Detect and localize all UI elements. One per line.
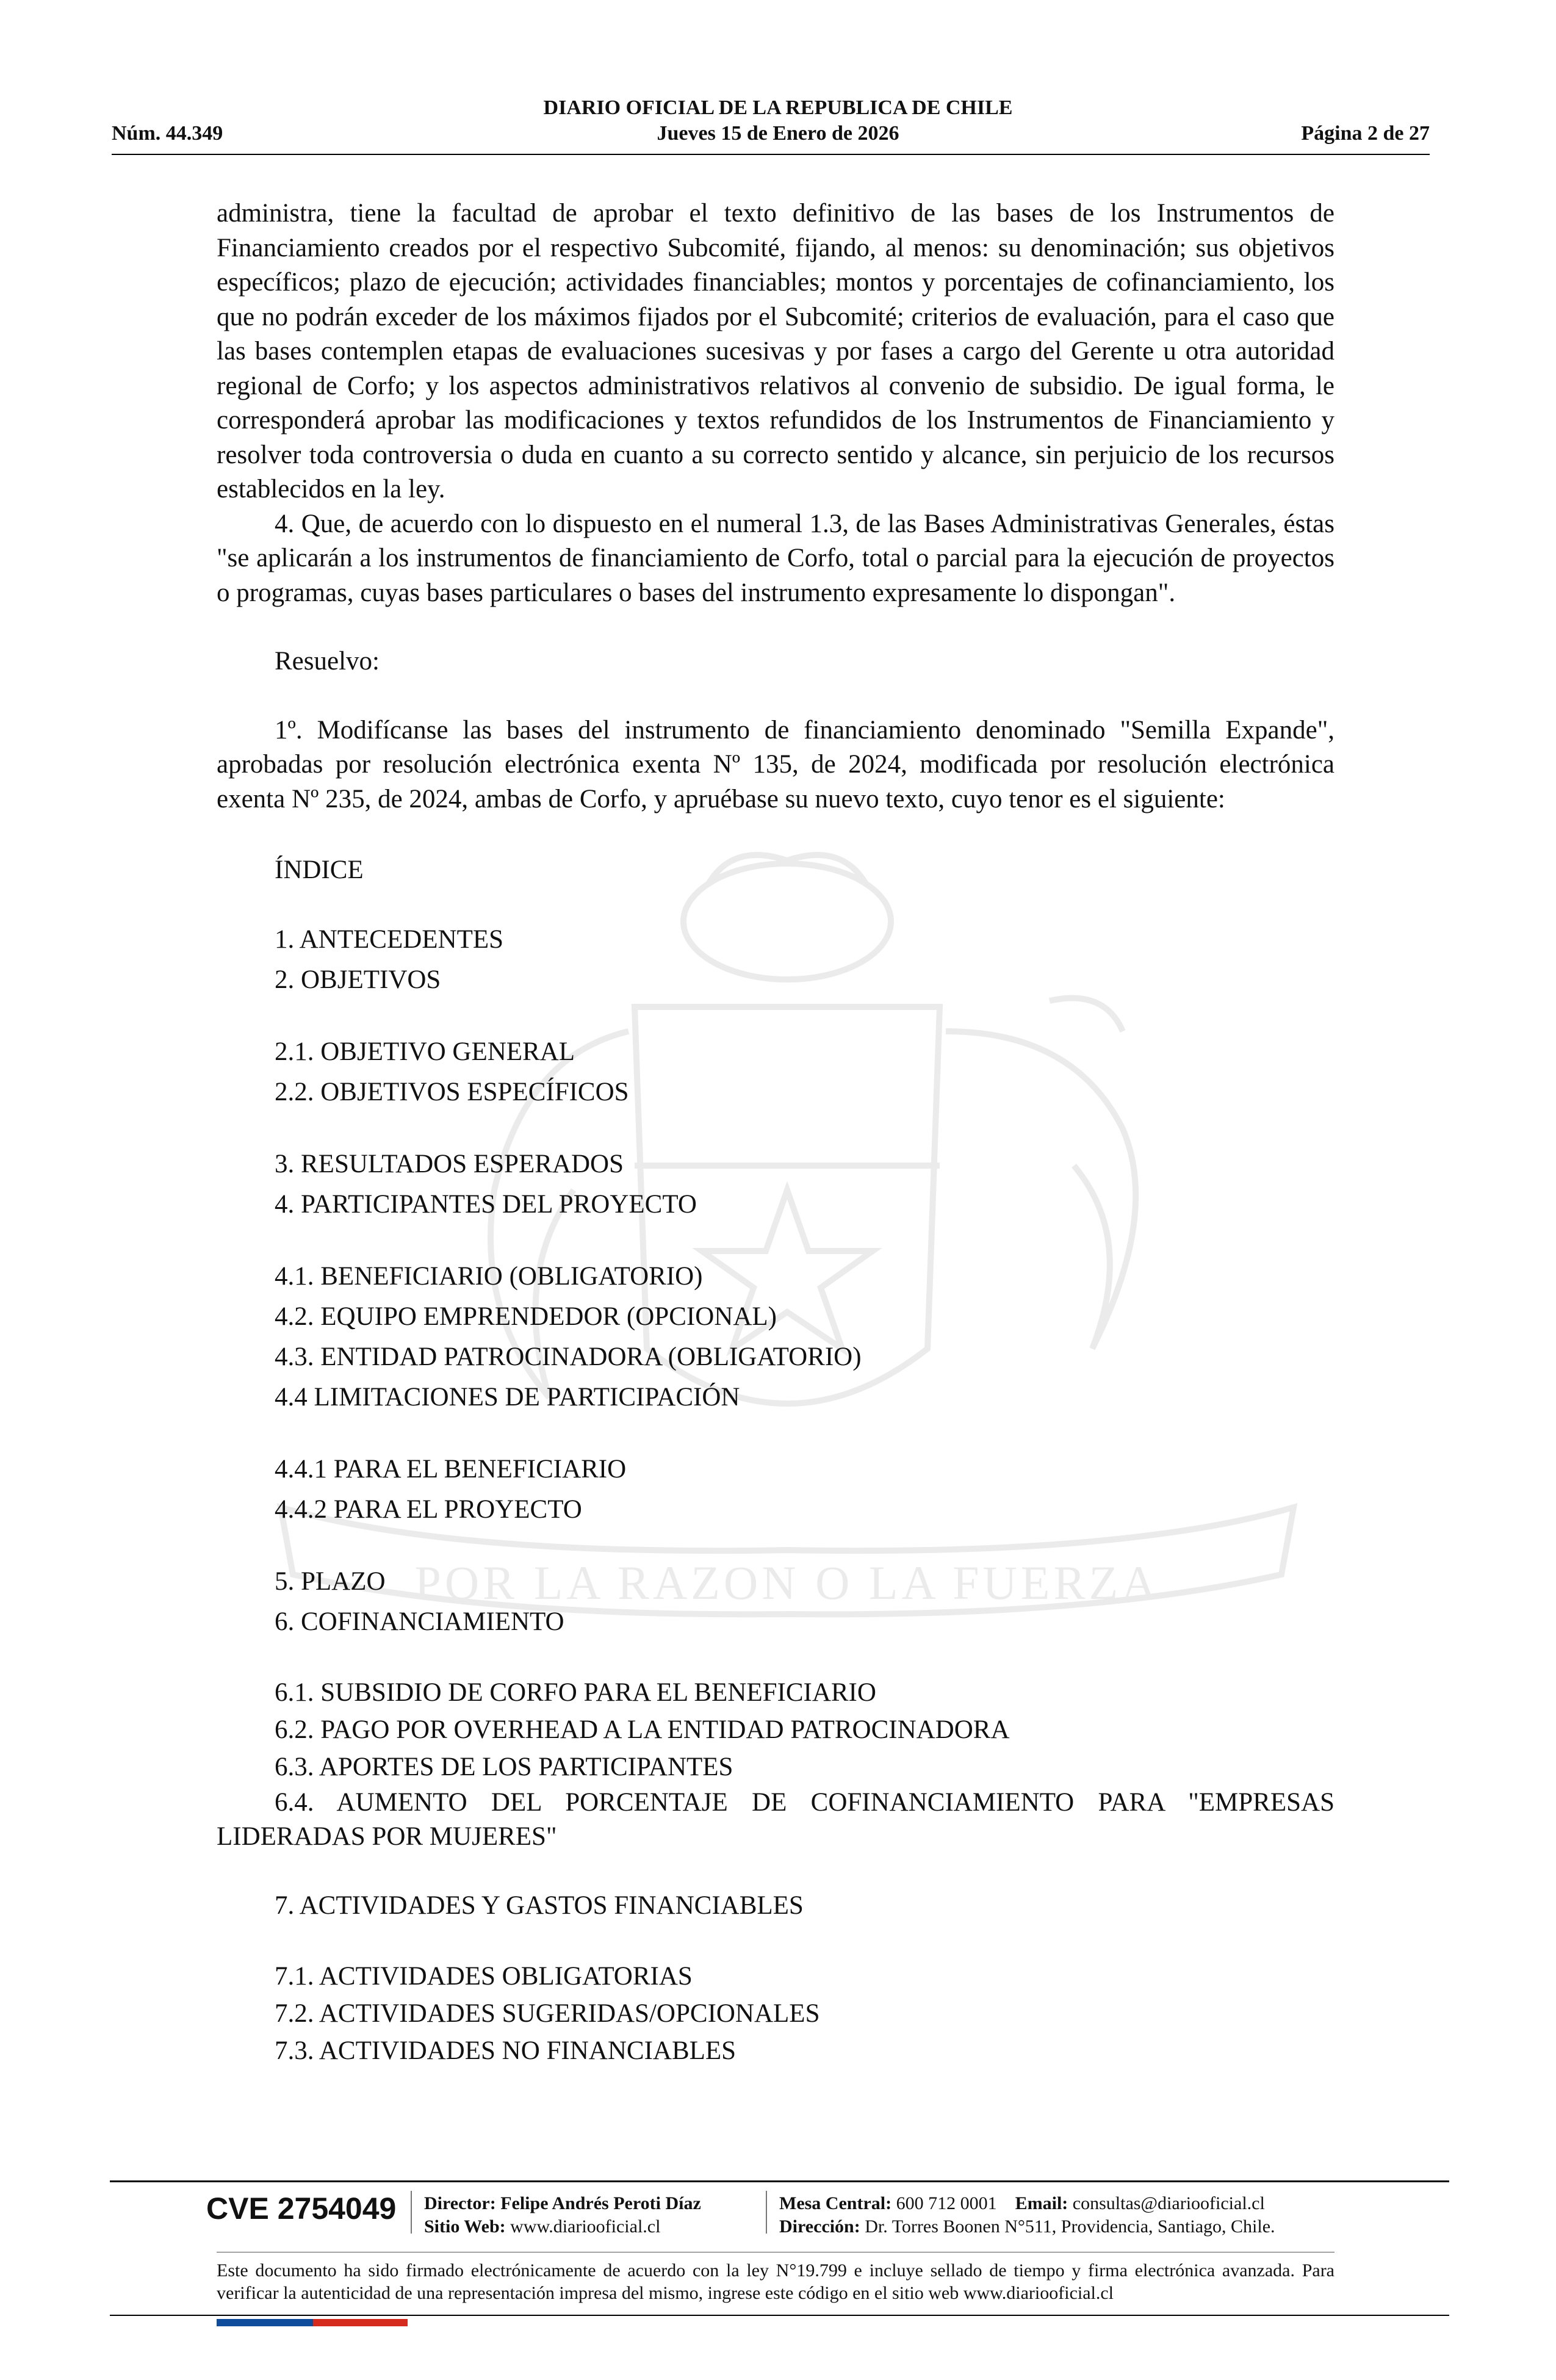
flag-stripe-blue (217, 2319, 313, 2326)
email-link[interactable]: consultas@diariooficial.cl (1072, 2193, 1265, 2213)
paragraph-numeral-4: 4. Que, de acuerdo con lo dispuesto en el numeral 1.3, de las Bases Administrativas Generales, éstas "se aplicarán a los instrumentos de financiamiento de Corfo, total o parcial para la ejecución de proyectos o programas, cuyas bases particulares o bases del instrumento expresamente lo dispongan". (217, 509, 1334, 607)
toc-group-9 (217, 1958, 1334, 2069)
cve-code: CVE 2754049 (206, 2191, 397, 2226)
paragraph-resolution-1: 1º. Modifícanse las bases del instrumento de financiamiento denominado "Semilla Expande", aprobadas por resolución electrónica exenta Nº 135, de 2024, modificada por resolución electrónica exenta Nº 235, de 2024, ambas de Corfo, y apruébase su nuevo texto, cuyo tenor es el siguiente: (217, 715, 1334, 813)
toc-item: 4.1. BENEFICIARIO (OBLIGATORIO) (275, 1261, 703, 1291)
document-body (217, 197, 1334, 2069)
index-heading: ÍNDICE (275, 856, 364, 884)
issue-date: Jueves 15 de Enero de 2026 (657, 122, 899, 145)
toc-item: 6.2. PAGO POR OVERHEAD A LA ENTIDAD PATROCINADORA (275, 1715, 1010, 1744)
toc-group-3 (217, 1144, 1334, 1225)
newspaper-title: DIARIO OFICIAL DE LA REPUBLICA DE CHILE (543, 96, 1013, 119)
toc-item: 4.4.2 PARA EL PROYECTO (275, 1495, 582, 1524)
flag-stripe-red (313, 2319, 408, 2326)
toc-item: 4. PARTICIPANTES DEL PROYECTO (275, 1189, 697, 1219)
toc-group-6 (217, 1562, 1334, 1642)
mesa-label: Mesa Central: (779, 2193, 892, 2213)
toc-item: 7.2. ACTIVIDADES SUGERIDAS/OPCIONALES (275, 1999, 820, 2028)
footer-divider-bottom (110, 2315, 1449, 2316)
address-value: Dr. Torres Boonen N°511, Providencia, Santiago, Chile. (865, 2216, 1275, 2237)
toc-group-7 (217, 1674, 1334, 1786)
toc-item: 6.1. SUBSIDIO DE CORFO PARA EL BENEFICIARIO (275, 1678, 876, 1707)
toc-item: 6.4. AUMENTO DEL PORCENTAJE DE COFINANCIAMIENTO PARA "EMPRESAS LIDERADAS POR MUJERES" (217, 1787, 1334, 1851)
director-name: Felipe Andrés Peroti Díaz (500, 2193, 701, 2213)
resuelvo-heading: Resuelvo: (275, 647, 380, 676)
toc-item: 5. PLAZO (275, 1567, 386, 1596)
page-indicator: Página 2 de 27 (1301, 122, 1430, 145)
header-divider (112, 154, 1430, 155)
watermark-motto: POR LA RAZON O LA FUERZA (414, 1556, 1160, 1609)
toc-group-4 (217, 1257, 1334, 1418)
toc-group-1 (217, 920, 1334, 1000)
toc-item: 2.2. OBJETIVOS ESPECÍFICOS (275, 1077, 629, 1106)
toc-item: 3. RESULTADOS ESPERADOS (275, 1149, 624, 1178)
toc-item: 1. ANTECEDENTES (275, 925, 504, 954)
site-label: Sitio Web: (424, 2216, 506, 2237)
toc-item: 4.4.1 PARA EL BENEFICIARIO (275, 1454, 627, 1484)
toc-group-8 (217, 1886, 1334, 1926)
toc-item: 7.3. ACTIVIDADES NO FINANCIABLES (275, 2036, 737, 2065)
toc-group-2 (217, 1032, 1334, 1112)
toc-item: 4.4 LIMITACIONES DE PARTICIPACIÓN (275, 1382, 740, 1412)
legal-notice: Este documento ha sido firmado electrónicamente de acuerdo con la ley N°19.799 e incluye sellado de tiempo y firma electrónica avanzada. Para verificar la autenticidad de una representación impresa del mismo, ingrese este código en el sitio web www.diariooficial.cl (217, 2260, 1334, 2303)
footer-separator (766, 2191, 767, 2234)
mesa-phone: 600 712 0001 (896, 2193, 997, 2213)
toc-item: 2.1. OBJETIVO GENERAL (275, 1037, 575, 1066)
footer-divider-top (110, 2180, 1449, 2182)
toc-group-5 (217, 1449, 1334, 1530)
address-label: Dirección: (779, 2216, 860, 2237)
toc-item: 7. ACTIVIDADES Y GASTOS FINANCIABLES (275, 1891, 804, 1920)
toc-item: 7.1. ACTIVIDADES OBLIGATORIAS (275, 1961, 693, 1991)
toc-item: 4.3. ENTIDAD PATROCINADORA (OBLIGATORIO) (275, 1342, 862, 1371)
toc-item: 6. COFINANCIAMIENTO (275, 1607, 564, 1636)
site-link[interactable]: www.diariooficial.cl (510, 2216, 661, 2237)
paragraph-administra: administra, tiene la facultad de aprobar el texto definitivo de las bases de los Instrumentos de Financiamiento creados por el respectivo Subcomité, fijando, al menos: su denominación; sus objetivos específicos; plazo de ejecución; actividades financiables; montos y porcentajes de cofinanciamiento, los que no podrán exceder de los máximos fijados por el Subcomité; criterios de evaluación, para el caso que las bases contemplen etapas de evaluaciones sucesivas y por fases a cargo del Gerente u otra autoridad regional de Corfo; y los aspectos administrativos relativos al convenio de subsidio. De igual forma, le corresponderá aprobar las modificaciones y textos refundidos de los Instrumentos de Financiamiento y resolver toda controversia o duda en cuanto a su correcto sentido y alcance, sin perjuicio de los recursos establecidos en la ley. (217, 199, 1334, 503)
toc-item: 2. OBJETIVOS (275, 965, 441, 994)
toc-item: 6.3. APORTES DE LOS PARTICIPANTES (275, 1752, 733, 1781)
director-label: Director: (424, 2193, 496, 2213)
footer-director-block (424, 2192, 701, 2238)
email-label: Email: (1015, 2193, 1068, 2213)
toc-item: 4.2. EQUIPO EMPRENDEDOR (OPCIONAL) (275, 1302, 777, 1331)
footer-separator (411, 2191, 412, 2234)
footer-contact-block (779, 2192, 1275, 2238)
issue-number: Núm. 44.349 (112, 122, 223, 145)
